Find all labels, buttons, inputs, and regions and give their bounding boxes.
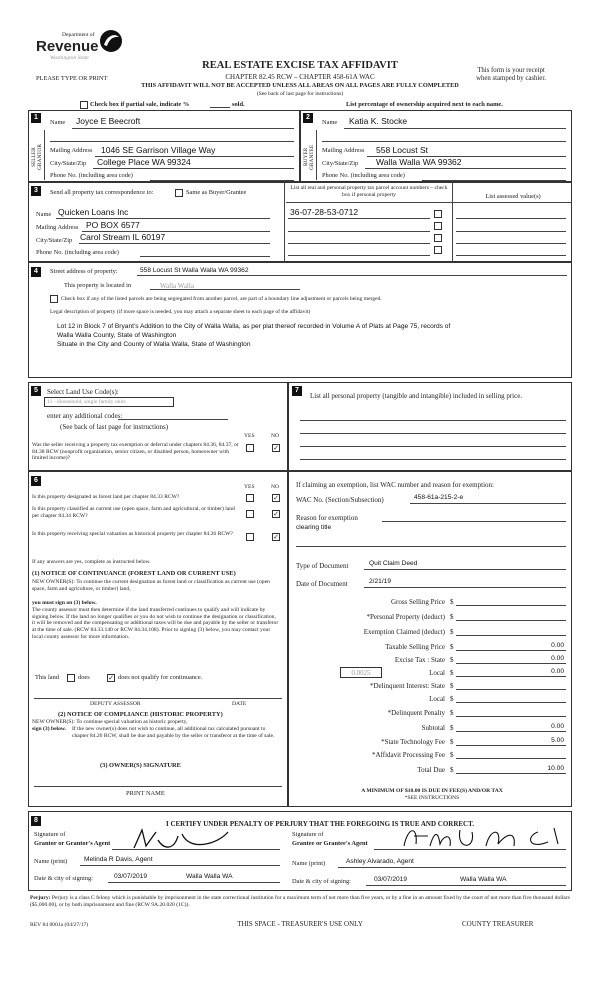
local-rate: 0.0025 [351,669,371,677]
segregated-checkbox[interactable] [50,295,58,303]
buyer-city-label: City/State/Zip [322,160,359,167]
wac-intro: If claiming an exemption, list WAC number and reason for exemption: [296,481,494,489]
current-use-question: Is this property classified as current use (open space, farm and agricultural, or timber) land per chapter 84.34 RCW? [32,506,235,519]
buyer-side-label: BUYER GRANTEE [303,144,315,170]
seller-name-label: Name [50,119,66,126]
doc-date[interactable]: 2/21/19 [369,578,391,585]
tax-row-dollar: $ [450,669,454,677]
s6-no-header: NO [271,484,280,490]
grantee-sig-label-1: Signature of [292,831,324,838]
tax-row-label: Local [429,669,445,677]
land-does-checkbox[interactable] [67,674,75,682]
section-6-number: 6 [31,476,41,486]
print-note: PLEASE TYPE OR PRINT [36,75,108,82]
current-use-yes-checkbox[interactable] [246,510,254,518]
form-warning: THIS AFFIDAVIT WILL NOT BE ACCEPTED UNLESS ALL AREAS ON ALL PAGES ARE FULLY COMPLETED [141,82,459,89]
historic-question: Is this property receiving special valuation as historical property per chapter 84.26 RCW? [32,531,233,537]
s6-yes-header: YES [244,484,255,490]
legal-line-3: Situate in the City and County of Walla Walla, State of Washington [57,341,251,348]
land-use-select[interactable] [44,397,174,407]
tax-row-dollar: $ [450,766,454,774]
corr-mailing-label: Mailing Address [36,224,79,231]
legal-label: Legal description of property (if more space is needed, you may attach a separate sheet to each page of the affidavit) [50,309,311,315]
grantee-signature [398,822,568,852]
corr-city[interactable]: Carol Stream IL 60197 [80,232,166,242]
tax-row-label: *State Technology Fee [381,738,445,746]
seller-name[interactable]: Joyce E Beecroft [76,116,141,126]
buyer-name[interactable]: Katia K. Stocke [349,116,408,126]
tax-row-label: Exemption Claimed (deduct) [363,628,445,636]
additional-codes-label: enter any additional codes: [47,412,123,420]
tax-row-value[interactable]: 0.00 [551,655,564,662]
located-value: Walla Walla [160,282,194,290]
minimum-note: A MINIMUM OF $10.00 IS DUE IN FEE(S) AND/OR TAX [361,788,503,794]
tax-row-label: *Delinquent Penalty [387,709,445,717]
parcel-3-checkbox[interactable] [434,234,442,242]
tax-row-value[interactable]: 0.00 [551,668,564,675]
tax-row-label: Excise Tax : State [394,656,445,664]
receipt-note-1: This form is your receipt [477,67,545,74]
exemption-question: Was the seller receiving a property tax exemption or deferral under chapters 84.36, 84.37, or 84.38 RCW (nonprofit organization, senior citizen, or disabled person, homeowner with limited income)? [32,442,239,462]
tax-row-value[interactable]: 0.00 [551,642,564,649]
revision-code: REV 84 0001a (04/27/17) [30,922,89,928]
parcel-4-checkbox[interactable] [434,246,442,254]
grantor-name-label: Name (print) [34,858,68,865]
corr-mailing[interactable]: PO BOX 6577 [86,220,140,230]
owner-signature-label: (3) OWNER(S) SIGNATURE [100,762,181,769]
certify-statement: I CERTIFY UNDER PENALTY OF PERJURY THAT THE FOREGOING IS TRUE AND CORRECT. [165,820,474,828]
tax-row-label: Subtotal [421,724,445,732]
parcel-number-1[interactable]: 36-07-28-53-0712 [290,207,359,217]
see-instructions-note: *SEE INSTRUCTIONS [404,795,460,801]
deputy-date-label: DATE [232,701,247,707]
exemption-yes-checkbox[interactable] [246,444,254,452]
land-does-label: does [78,674,90,681]
legal-line-1: Lot 12 in Block 7 of Bryant's Addition to the City of Walla Walla, as per plat thereof recorded in Volume A of Plats at Page 75, records of [57,323,451,330]
tax-row-value[interactable]: 10.00 [547,765,564,772]
grantor-print-name[interactable]: Melinda R Davis, Agent [84,856,153,863]
doc-type[interactable]: Quit Claim Deed [369,560,418,567]
tax-row-label: *Delinquent Interest: State [369,682,445,690]
state-name: Washington State [50,55,89,61]
parcel-2-checkbox[interactable] [434,222,442,230]
section-4-property [28,262,572,378]
tax-row-dollar: $ [450,613,454,621]
partial-sale-label: Check box if partial sale, indicate % [90,101,190,108]
doc-type-label: Type of Document [296,562,349,570]
grantee-name-label: Name (print) [292,860,326,867]
seller-side-label: SELLER GRANTOR [31,144,43,170]
print-name-label: PRINT NAME [126,790,165,797]
tax-row-dollar: $ [450,656,454,664]
notice-continuance-title: (1) NOTICE OF CONTINUANCE (FOREST LAND OR CURRENT USE) [32,570,236,577]
s5-yes-header: YES [244,433,255,439]
seller-city-label: City/State/Zip [50,160,87,167]
corr-city-label: City/State/Zip [36,237,73,244]
form-title: REAL ESTATE EXCISE TAX AFFIDAVIT [202,60,398,71]
buyer-name-label: Name [322,119,338,126]
tax-row-dollar: $ [450,682,454,690]
send-correspondence-label: Send all property tax correspondence to: [50,189,154,196]
historic-no-checkbox[interactable]: ✓ [273,533,279,541]
tax-row-dollar: $ [450,724,454,732]
grantee-date-label: Date & city of signing: [292,878,351,885]
notice-continuance-text-c: The county assessor must then determine if the land transferred continues to qualify and will indicate by signing below. If the land no longer qualifies or you do not wish to continue the designation or classification, it will be removed and the compensating or additional taxes will be due and payable by the seller or transferor at the time of sale. (RCW 84.33.140 or RCW 84.34.108). Prior to signing (3) below, you may contact your local county assessor for more information. [32,607,279,640]
deputy-assessor-label: DEPUTY ASSESSOR [90,701,141,707]
grantor-signature [128,826,238,852]
located-label: This property is located in [64,282,132,289]
grantor-sig-label-2: Grantor or Grantor's Agent [34,840,111,847]
form-chapter: CHAPTER 82.45 RCW – CHAPTER 458-61A WAC [225,73,375,81]
forest-no-checkbox[interactable]: ✓ [273,494,279,502]
forest-land-question: Is this property designated as forest land per chapter 84.33 RCW? [32,494,180,500]
revenue-logo-icon [98,28,124,54]
perjury-notice [30,895,570,908]
buyer-phone-label: Phone No. (including area code) [322,172,405,179]
legal-line-2: Walla Walla County, State of Washington [57,332,177,339]
historic-yes-checkbox[interactable] [246,533,254,541]
tax-row-label: Local [429,695,445,703]
land-use-see-back: (See back of last page for instructions) [60,423,169,431]
tax-row-label: *Personal Property (deduct) [366,613,445,621]
section-2-number: 2 [303,113,313,123]
tax-row-label: Taxable Selling Price [385,643,445,651]
tax-row-dollar: $ [450,738,454,746]
tax-row-dollar: $ [450,598,454,606]
grantor-sig-label-1: Signature of [34,831,66,838]
notice-continuance-text-b: you must sign on (3) below. [32,600,97,606]
exemption-reason[interactable]: clearing title [296,524,332,531]
receipt-note-2: when stamped by cashier. [476,75,546,82]
section-3-number: 3 [31,186,41,196]
buyer-city[interactable]: Walla Walla WA 99362 [376,157,462,167]
see-back-note: (See back of last page for instructions) [256,91,344,97]
section-1-number: 1 [31,113,41,123]
s5-no-header: NO [271,433,280,439]
same-as-buyer-checkbox[interactable] [175,189,183,197]
tax-row-dollar: $ [450,709,454,717]
current-use-no-checkbox[interactable]: ✓ [273,510,279,518]
grantee-date[interactable]: 03/07/2019 [374,876,408,883]
grantee-print-name[interactable]: Ashley Alvarado, Agent [346,858,414,865]
section-5-number: 5 [31,386,41,396]
grantee-sig-label-2: Grantee or Grantee's Agent [292,840,368,847]
corr-name[interactable]: Quicken Loans Inc [58,207,129,217]
land-use-label: Select Land Use Code(s): [47,388,119,396]
buyer-mailing[interactable]: 558 Locust St [376,145,428,155]
wac-number[interactable]: 458-61a-215-2-e [414,494,464,501]
tax-row-dollar: $ [450,751,454,759]
tax-row-label: Total Due [417,766,445,774]
sold-label: sold. [232,101,245,108]
tax-row-dollar: $ [450,628,454,636]
perjury-label: Perjury: [30,895,51,901]
section-8-number: 8 [31,816,41,826]
county-treasurer: COUNTY TREASURER [462,920,534,928]
section-4-number: 4 [31,267,41,277]
personal-property-text: List all personal property (tangible and intangible) included in selling price. [310,392,523,400]
ownership-note: List percentage of ownership acquired next to each name. [346,101,503,108]
section-7-number: 7 [292,386,302,396]
tax-row-value[interactable]: 5.00 [551,737,564,744]
tax-row-dollar: $ [450,695,454,703]
perjury-text: Perjury is a class C felony which is punishable by imprisonment in the state correctional institution for a maximum term of not more than five years, or by a fine in an amount fixed by the court of not more than five thousand dollars ($5,000.00), or by both imprisonment and fine (RCW 9A.20.020 (1C)). [30,895,570,908]
grantor-date[interactable]: 03/07/2019 [114,873,148,880]
dept-small: Department of [62,32,95,38]
buyer-mailing-label: Mailing Address [322,147,365,154]
assessed-header: List assessed value(s) [485,193,541,200]
seller-city[interactable]: College Place WA 99324 [97,157,191,167]
tax-row-dollar: $ [450,643,454,651]
land-use-code: 11 - Household, single family units [47,399,126,405]
reason-label: Reason for exemption [296,514,358,522]
notice-compliance-text-a: NEW OWNER(S): To continue special valuation as historic property, [32,719,188,725]
parcel-header: List all real and personal property tax parcel account numbers – check box if personal property [290,185,448,198]
forest-yes-checkbox[interactable] [246,494,254,502]
tax-row-value[interactable]: 0.00 [551,723,564,730]
grantor-date-label: Date & city of signing: [34,875,93,882]
partial-sale-checkbox[interactable] [80,101,88,109]
wac-label: WAC No. (Section/Subsection) [296,496,384,504]
treasurer-space: THIS SPACE - TREASURER'S USE ONLY [237,920,363,928]
revenue-logo [36,28,126,68]
notice-compliance-title: (2) NOTICE OF COMPLIANCE (HISTORIC PROPERTY) [58,711,223,718]
grantor-city[interactable]: Walla Walla WA [186,873,233,880]
this-land-label: This land [35,674,59,681]
tax-row-label: Gross Selling Price [390,598,445,606]
dept-big: Revenue [36,38,99,55]
land-does-not-label: does not qualify for continuance. [118,674,203,681]
notice-continuance-text-a: NEW OWNER(S): To continue the current designation as forest land or classification as current use (open space, farm and agriculture, or timber) land, [32,579,270,592]
land-does-not-checkbox[interactable]: ✓ [108,674,114,682]
notice-compliance-text-b: sign (3) below. [32,726,67,732]
street-label: Street address of property: [50,268,118,275]
doc-date-label: Date of Document [296,580,348,588]
same-as-buyer-label: Same as Buyer/Grantee [186,189,247,196]
seller-mailing[interactable]: 1046 SE Garrison Village Way [101,145,216,155]
corr-phone-label: Phone No. (including area code) [36,249,119,256]
notice-compliance-text-c: If the new owner(s) does not wish to continue, all additional tax calculated pursuant to chapter 84.26 RCW, shall be due and payable by the seller or transferor at the time of sale. [72,726,275,739]
corr-name-label: Name [36,211,52,218]
seller-phone-label: Phone No. (including area code) [50,172,133,179]
parcel-1-checkbox[interactable] [434,210,442,218]
tax-row-label: *Affidavit Processing Fee [372,751,445,759]
property-street[interactable]: 558 Locust St Walla Walla WA 99362 [140,267,249,274]
seller-mailing-label: Mailing Address [50,147,93,154]
if-yes-note: If any answers are yes, complete as instructed below. [32,559,151,565]
grantee-city[interactable]: Walla Walla WA [460,876,507,883]
exemption-no-checkbox[interactable]: ✓ [273,444,279,452]
segregated-text: Check box if any of the listed parcels are being segregated from another parcel, are part of a boundary line adjustment or parcels being merged. [61,296,382,302]
